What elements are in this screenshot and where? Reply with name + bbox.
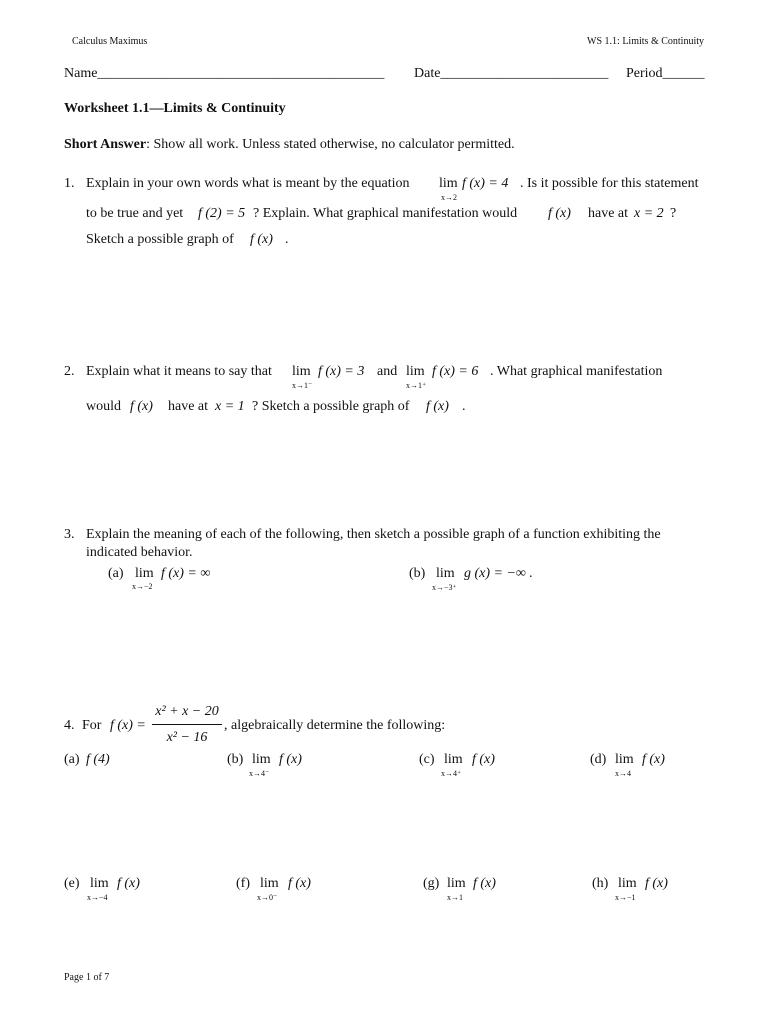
q2-eq2: f (x) = 6 — [432, 364, 479, 379]
q4h-label: (h) — [592, 876, 609, 891]
q3b-eq: g (x) = −∞ . — [464, 566, 533, 581]
q4-text: , algebraically determine the following: — [224, 718, 446, 733]
q4h-lim: lim — [618, 876, 637, 891]
q1-equation: f (x) = 4 — [462, 176, 509, 191]
q1-f2: f (2) = 5 — [198, 206, 246, 221]
name-field: Name_________________________________________ — [64, 66, 385, 81]
q4g-label: (g) — [423, 876, 440, 891]
q4f-label: (f) — [236, 876, 250, 891]
q4h-lim-sub: x→−1 — [615, 893, 636, 902]
q4c-label: (c) — [419, 752, 435, 767]
q4d-lim-sub: x→4 — [615, 769, 631, 778]
q4-numerator: x² + x − 20 — [155, 704, 219, 719]
q1-fx: f (x) — [548, 206, 571, 221]
header-right: WS 1.1: Limits & Continuity — [587, 36, 704, 47]
q1-line3-period: . — [285, 232, 289, 247]
q1-lim-sub: x→2 — [441, 193, 457, 202]
q3b-lim: lim — [436, 566, 455, 581]
q4b-label: (b) — [227, 752, 244, 767]
q3-number: 3. — [64, 527, 75, 542]
q1-line2-text: to be true and yet — [86, 206, 184, 221]
q2-line2-period: . — [462, 399, 466, 414]
q4-denominator: x² − 16 — [166, 730, 208, 745]
q4e-label: (e) — [64, 876, 80, 891]
q1-number: 1. — [64, 176, 75, 191]
q4c-lim: lim — [444, 752, 463, 767]
q3-line2: indicated behavior. — [86, 545, 193, 560]
q4g-expr: f (x) — [473, 876, 496, 891]
date-field: Date________________________ — [414, 66, 609, 81]
worksheet-title: Worksheet 1.1—Limits & Continuity — [64, 101, 286, 116]
q1-x2: x = 2 — [634, 206, 664, 221]
q1-line2-mid: ? Explain. What graphical manifestation would — [253, 206, 518, 221]
q2-line1-tail: . What graphical manifestation — [490, 364, 663, 379]
q4-number: 4. — [64, 718, 75, 733]
q4g-lim-sub: x→1 — [447, 893, 463, 902]
q1-qmark: ? — [670, 206, 677, 221]
instructions-label: Short Answer — [64, 137, 147, 152]
q2-lim1-sub: x→1⁻ — [292, 381, 313, 390]
q4-fraction-bar — [152, 724, 222, 725]
q2-x1: x = 1 — [215, 399, 245, 414]
q4d-expr: f (x) — [642, 752, 665, 767]
q2-have-at: have at — [168, 399, 209, 414]
q1-have-at: have at — [588, 206, 629, 221]
q2-lim2-sub: x→1⁺ — [406, 381, 427, 390]
q4h-expr: f (x) — [645, 876, 668, 891]
q4a-expr: f (4) — [86, 752, 110, 767]
page-footer: Page 1 of 7 — [64, 972, 110, 983]
instructions — [64, 137, 515, 153]
q3a-label: (a) — [108, 566, 124, 581]
q2-and: and — [377, 364, 398, 379]
q4b-lim-sub: x→4⁻ — [249, 769, 270, 778]
header-left: Calculus Maximus — [72, 36, 148, 47]
q4-for: For — [82, 718, 102, 733]
q4b-expr: f (x) — [279, 752, 302, 767]
q4f-lim: lim — [260, 876, 279, 891]
q1-line3-text: Sketch a possible graph of — [86, 232, 234, 247]
q4c-expr: f (x) — [472, 752, 495, 767]
q2-eq1: f (x) = 3 — [318, 364, 365, 379]
q2-fx: f (x) — [130, 399, 153, 414]
q4g-lim: lim — [447, 876, 466, 891]
q3a-eq: f (x) = ∞ — [161, 566, 211, 581]
q3a-lim: lim — [135, 566, 154, 581]
period-field: Period______ — [626, 66, 705, 81]
q4e-expr: f (x) — [117, 876, 140, 891]
q1-line3-fx: f (x) — [250, 232, 273, 247]
q4b-lim: lim — [252, 752, 271, 767]
q4f-expr: f (x) — [288, 876, 311, 891]
q1-line1-tail: . Is it possible for this statement — [520, 176, 699, 191]
q1-lim: lim — [439, 176, 458, 191]
q2-fx2: f (x) — [426, 399, 449, 414]
q4f-lim-sub: x→0⁻ — [257, 893, 278, 902]
q4d-lim: lim — [615, 752, 634, 767]
q2-lim1: lim — [292, 364, 311, 379]
q3-line1: Explain the meaning of each of the following, then sketch a possible graph of a function exhibiting the — [86, 527, 661, 542]
q2-lim2: lim — [406, 364, 425, 379]
q3b-lim-sub: x→−3⁺ — [432, 583, 457, 592]
q4e-lim: lim — [90, 876, 109, 891]
q2-line2-would: would — [86, 399, 121, 414]
q2-line1-text: Explain what it means to say that — [86, 364, 272, 379]
q4e-lim-sub: x→−4 — [87, 893, 108, 902]
q2-line2-sketch: ? Sketch a possible graph of — [252, 399, 410, 414]
q1-line1-text: Explain in your own words what is meant by the equation — [86, 176, 410, 191]
q2-number: 2. — [64, 364, 75, 379]
q4d-label: (d) — [590, 752, 607, 767]
q3a-lim-sub: x→−2 — [132, 582, 153, 591]
q4a-label: (a) — [64, 752, 80, 767]
instructions-text: : Show all work. Unless stated otherwise, no calculator permitted. — [146, 137, 515, 152]
q3b-label: (b) — [409, 566, 426, 581]
q4-fx: f (x) = — [110, 718, 146, 733]
q4c-lim-sub: x→4⁺ — [441, 769, 462, 778]
